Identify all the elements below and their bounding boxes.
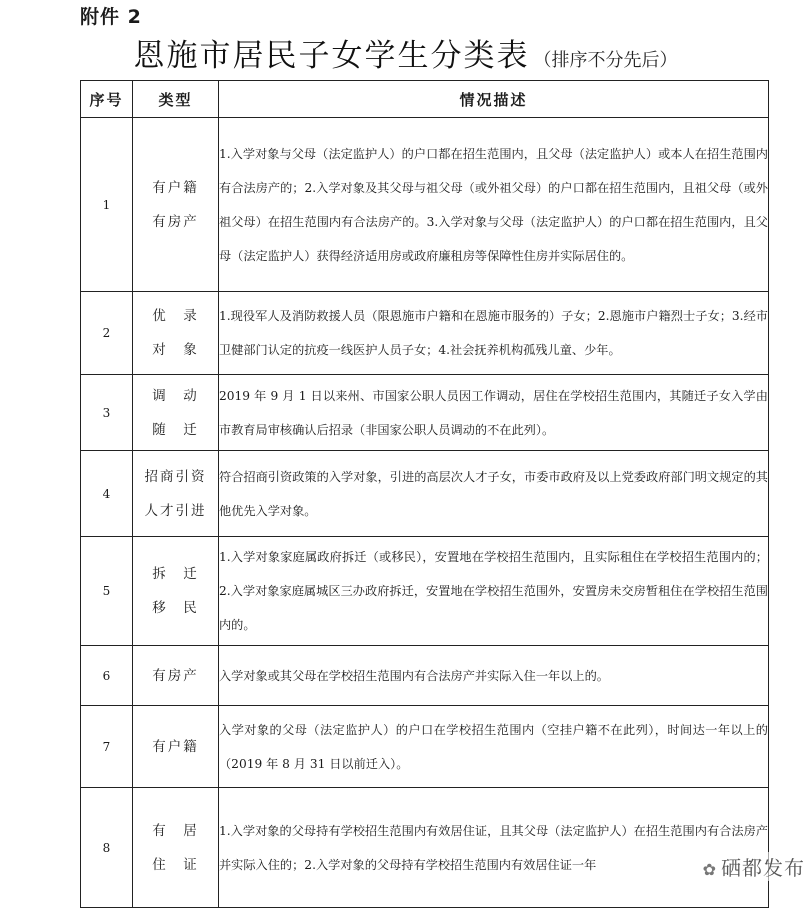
header-type: 类型 [133, 81, 219, 118]
table-row [81, 451, 769, 537]
row-desc: 1.入学对象与父母（法定监护人）的户口都在招生范围内，且父母（法定监护人）或本人在招生范围内有合法房产的；2.入学对象及其父母与祖父母（或外祖父母）的户口都在招生范围内，且祖父母（或外祖父母）在招生范围内有合法房产的。3.入学对象与父母（法定监护人）的户口都在招生范围内，且父母（法定监护人）获得经济适用房或政府廉租房等保障性住房并实际居住的。 [219, 118, 769, 292]
row-desc: 1.入学对象的父母持有学校招生范围内有效居住证，且其父母（法定监护人）在招生范围内有合法房产并实际入住的；2.入学对象的父母持有学校招生范围内有效居住证一年 [219, 788, 769, 908]
row-desc: 符合招商引资政策的入学对象，引进的高层次人才子女，市委市政府及以上党委政府部门明文规定的其他优先入学对象。 [219, 451, 769, 537]
row-no: 3 [81, 375, 133, 451]
attachment-label: 附件 2 [80, 6, 142, 28]
row-type: 有户籍 [133, 706, 219, 788]
row-type: 拆 迁 移 民 [133, 537, 219, 646]
table-row [81, 788, 769, 908]
header-desc: 情况描述 [219, 81, 769, 118]
watermark [701, 852, 807, 881]
row-no: 8 [81, 788, 133, 908]
row-desc: 1.入学对象家庭属政府拆迁（或移民），安置地在学校招生范围内，且实际租住在学校招生范围内的；2.入学对象家庭属城区三办政府拆迁，安置地在学校招生范围外，安置房未交房暂租住在学校招生范围内的。 [219, 537, 769, 646]
classification-table [80, 80, 769, 908]
row-type: 有房产 [133, 646, 219, 706]
row-no: 6 [81, 646, 133, 706]
row-desc: 入学对象或其父母在学校招生范围内有合法房产并实际入住一年以上的。 [219, 646, 769, 706]
table-row [81, 646, 769, 706]
row-no: 1 [81, 118, 133, 292]
row-type: 优 录 对 象 [133, 292, 219, 375]
row-no: 7 [81, 706, 133, 788]
row-type: 有户籍 有房产 [133, 118, 219, 292]
table-header-row [81, 81, 769, 118]
table-row [81, 537, 769, 646]
table-row [81, 375, 769, 451]
row-no: 5 [81, 537, 133, 646]
wechat-icon: ✿ [702, 860, 717, 879]
page-title: 恩施市居民子女学生分类表 [133, 38, 530, 74]
row-desc: 入学对象的父母（法定监护人）的户口在学校招生范围内（空挂户籍不在此列），时间达一年以上的（2019 年 8 月 31 日以前迁入）。 [219, 706, 769, 788]
row-no: 4 [81, 451, 133, 537]
row-desc: 1.现役军人及消防救援人员（限恩施市户籍和在恩施市服务的）子女；2.恩施市户籍烈士子女；3.经市卫健部门认定的抗疫一线医护人员子女；4.社会抚养机构孤残儿童、少年。 [219, 292, 769, 375]
header-no: 序号 [81, 81, 133, 118]
row-desc: 2019 年 9 月 1 日以来州、市国家公职人员因工作调动，居住在学校招生范围内，其随迁子女入学由市教育局审核确认后招录（非国家公职人员调动的不在此列）。 [219, 375, 769, 451]
watermark-text: 硒都发布 [721, 856, 805, 880]
row-type: 招商引资 人才引进 [133, 451, 219, 537]
row-type: 有 居 住 证 [133, 788, 219, 908]
table-row [81, 706, 769, 788]
row-type: 调 动 随 迁 [133, 375, 219, 451]
title-row [0, 30, 811, 80]
table-row [81, 292, 769, 375]
table-row [81, 118, 769, 292]
row-no: 2 [81, 292, 133, 375]
page-subtitle: （排序不分先后） [533, 50, 678, 71]
